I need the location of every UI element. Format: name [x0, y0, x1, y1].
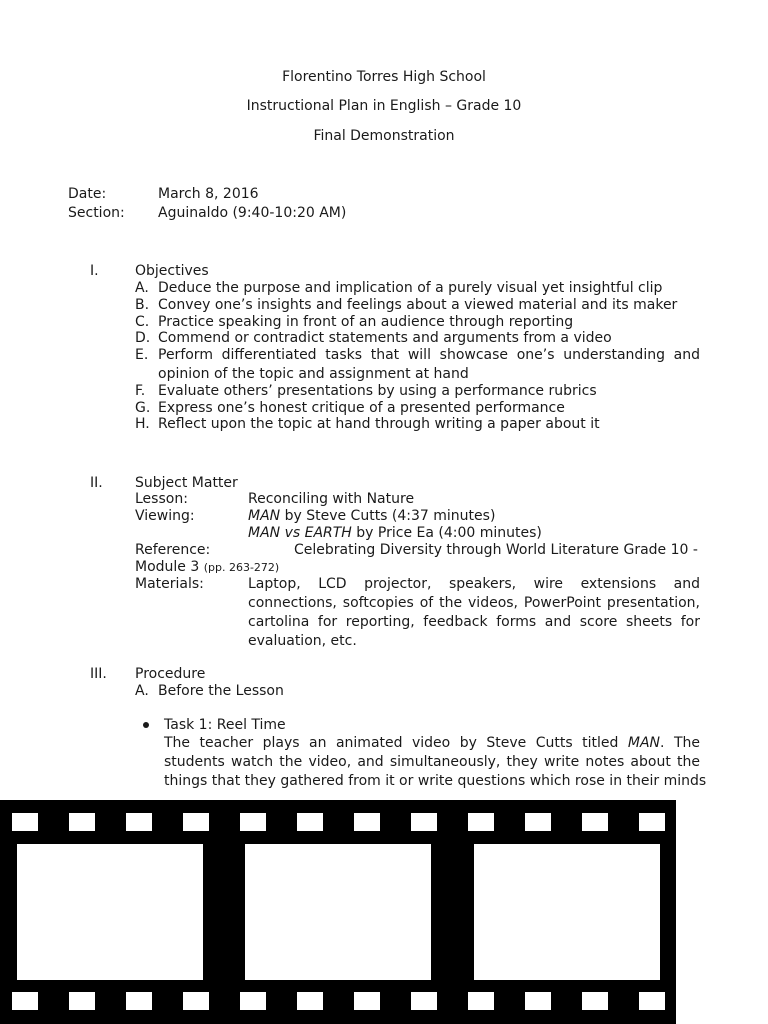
task-title: Task 1: Reel Time	[164, 717, 286, 733]
sprocket-hole	[183, 992, 209, 1010]
sprocket-hole	[69, 992, 95, 1010]
task-line: students watch the video, and simultaneously, they write notes about the	[164, 754, 700, 770]
procedure-sub-title: Before the Lesson	[158, 683, 284, 699]
task-line: things that they gathered from it or write questions which rose in their minds	[164, 773, 707, 789]
viewing-item-2	[248, 525, 542, 542]
demo-title: Final Demonstration	[313, 128, 455, 144]
objective-text: Convey one’s insights and feelings about a viewed material and its maker	[158, 297, 678, 313]
subject-numeral: II.	[90, 475, 103, 491]
objective-letter: C.	[135, 314, 150, 330]
task-line1-c: . The	[660, 735, 700, 751]
lesson-value: Reconciling with Nature	[248, 491, 415, 507]
film-frame	[245, 844, 431, 980]
sprocket-hole	[582, 813, 608, 831]
objective-letter: F.	[135, 383, 146, 399]
objective-text: Express one’s honest critique of a presented performance	[158, 400, 565, 416]
objective-text: Commend or contradict statements and arguments from a video	[158, 330, 612, 346]
reference-value: Celebrating Diversity through World Literature Grade 10 -	[294, 542, 698, 558]
date-value: March 8, 2016	[158, 186, 259, 202]
viewing-1-title: MAN	[248, 508, 281, 524]
objective-text: Perform differentiated tasks that will showcase one’s understanding and	[158, 347, 700, 363]
sprocket-hole	[354, 992, 380, 1010]
sprocket-hole	[126, 813, 152, 831]
film-frame	[17, 844, 203, 980]
objective-letter: A.	[135, 280, 149, 296]
procedure-title: Procedure	[135, 666, 206, 682]
objective-text: Deduce the purpose and implication of a purely visual yet insightful clip	[158, 280, 663, 296]
section-label: Section:	[68, 205, 125, 221]
viewing-2-rest: by Price Ea (4:00 minutes)	[351, 525, 542, 541]
reference-cont	[135, 559, 279, 576]
objective-text: Reflect upon the topic at hand through writing a paper about it	[158, 416, 600, 432]
materials-line: connections, softcopies of the videos, PowerPoint presentation,	[248, 595, 700, 611]
film-strip-image	[0, 800, 676, 1024]
objective-letter: G.	[135, 400, 151, 416]
viewing-item-1	[248, 508, 495, 525]
reference-pages: (pp. 263-272)	[203, 561, 280, 574]
sprocket-hole	[468, 992, 494, 1010]
sprocket-hole	[639, 992, 665, 1010]
objective-letter: E.	[135, 347, 149, 363]
task-line	[164, 735, 700, 752]
sprocket-hole	[525, 992, 551, 1010]
sprocket-hole	[126, 992, 152, 1010]
viewing-label: Viewing:	[135, 508, 195, 524]
reference-module: Module 3	[135, 559, 200, 575]
sprocket-hole	[411, 992, 437, 1010]
task-line1-a: The teacher plays an animated video by Steve Cutts titled	[164, 735, 628, 751]
sprocket-hole	[297, 813, 323, 831]
procedure-sub-letter: A.	[135, 683, 149, 699]
sprocket-hole	[297, 992, 323, 1010]
section-value: Aguinaldo (9:40-10:20 AM)	[158, 205, 347, 221]
objective-text: Practice speaking in front of an audience through reporting	[158, 314, 574, 330]
viewing-1-rest: by Steve Cutts (4:37 minutes)	[280, 508, 496, 524]
date-label: Date:	[68, 186, 107, 202]
task-line1-title: MAN	[627, 735, 661, 751]
sprocket-hole	[12, 813, 38, 831]
objective-text-cont: opinion of the topic and assignment at hand	[158, 366, 469, 382]
sprocket-hole	[240, 992, 266, 1010]
plan-title: Instructional Plan in English – Grade 10	[246, 98, 522, 114]
materials-line: Laptop, LCD projector, speakers, wire extensions and	[248, 576, 700, 592]
bullet-icon	[143, 722, 149, 728]
materials-line: evaluation, etc.	[248, 633, 357, 649]
sprocket-hole	[411, 813, 437, 831]
sprocket-hole	[468, 813, 494, 831]
sprocket-hole	[354, 813, 380, 831]
objective-letter: D.	[135, 330, 151, 346]
reference-label: Reference:	[135, 542, 211, 558]
school-name: Florentino Torres High School	[282, 69, 486, 85]
sprocket-hole	[582, 992, 608, 1010]
objective-text: Evaluate others’ presentations by using a performance rubrics	[158, 383, 597, 399]
film-frame	[474, 844, 660, 980]
subject-title: Subject Matter	[135, 475, 238, 491]
sprocket-hole	[183, 813, 209, 831]
objective-letter: B.	[135, 297, 150, 313]
sprocket-hole	[525, 813, 551, 831]
materials-label: Materials:	[135, 576, 204, 592]
lesson-label: Lesson:	[135, 491, 188, 507]
viewing-2-title: MAN vs EARTH	[248, 525, 352, 541]
sprocket-hole	[240, 813, 266, 831]
objective-letter: H.	[135, 416, 150, 432]
objectives-numeral: I.	[90, 263, 99, 279]
sprocket-hole	[12, 992, 38, 1010]
procedure-numeral: III.	[90, 666, 107, 682]
materials-line: cartolina for reporting, feedback forms and score sheets for	[248, 614, 700, 630]
sprocket-hole	[69, 813, 95, 831]
sprocket-hole	[639, 813, 665, 831]
objectives-title: Objectives	[135, 263, 209, 279]
